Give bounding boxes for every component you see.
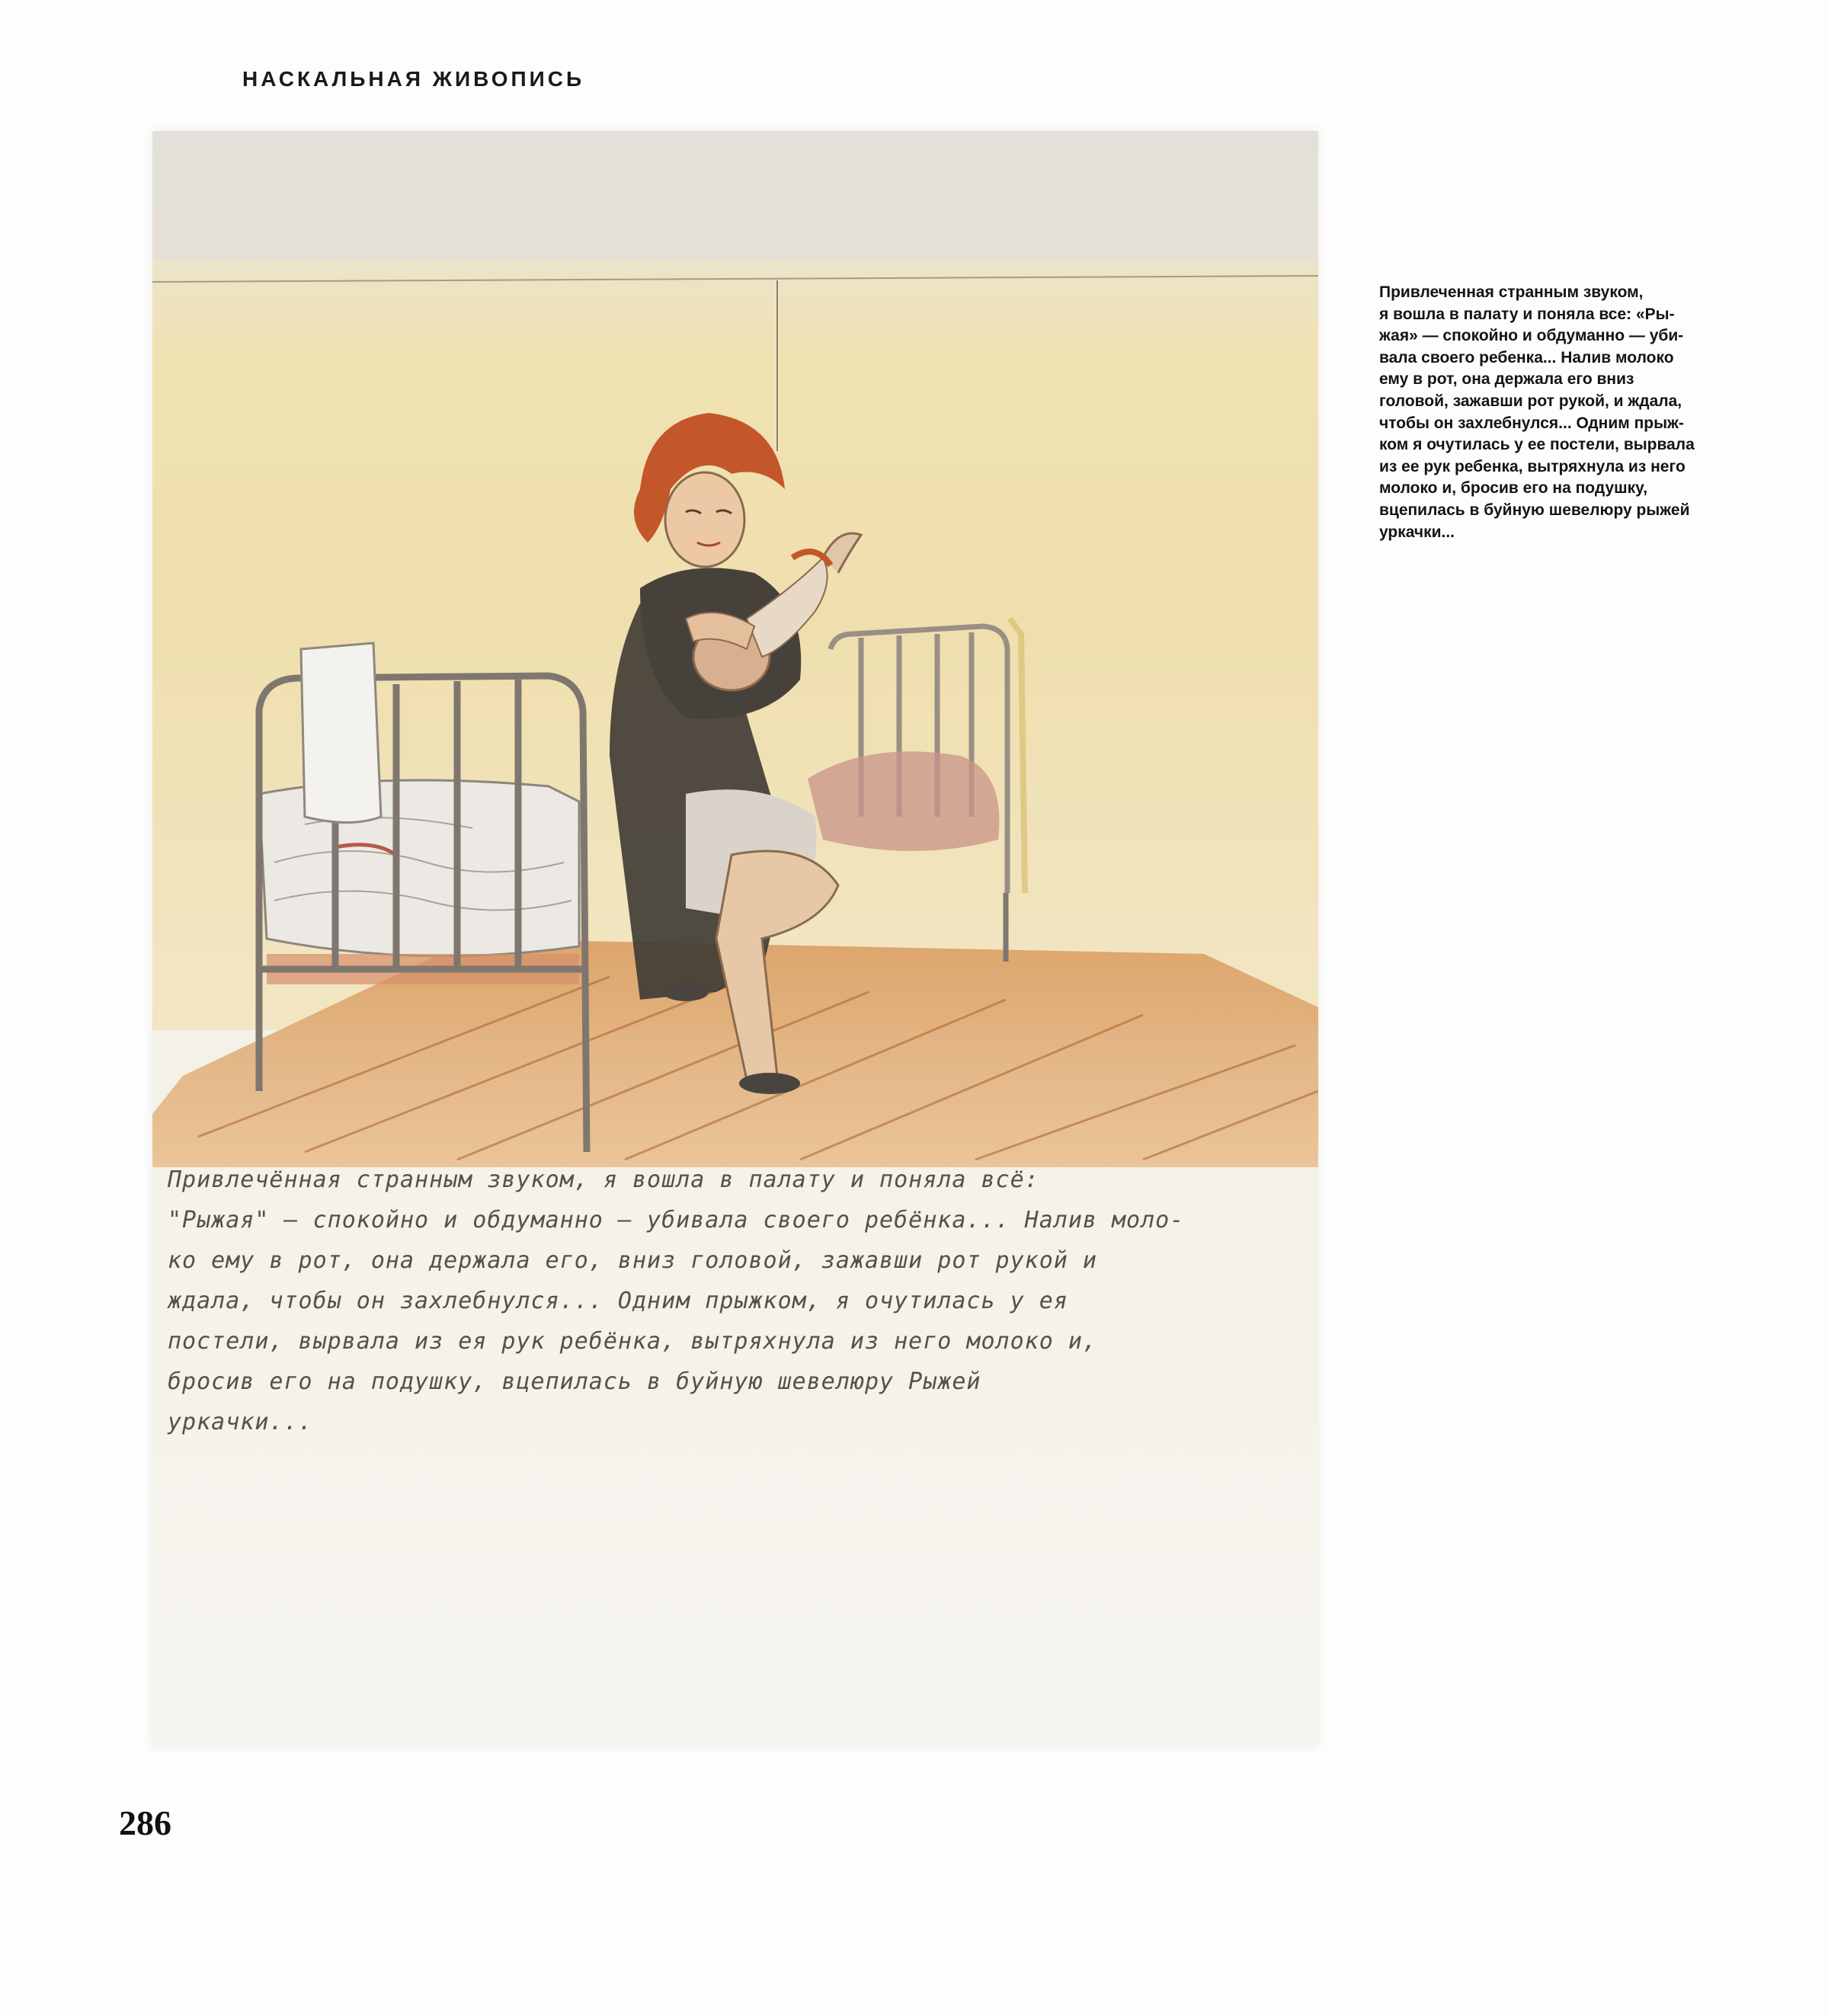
illustration-plate (152, 131, 1318, 1746)
woman-face (665, 472, 744, 567)
handwritten-inscription: Привлечённая странным звуком, я вошла в палату и поняла всё: "Рыжая" — спокойно и обдуманно — убивала своего ребёнка... Налив моло- ко ему в рот, она держала его, вниз головой, зажавши рот рукой и ждала, чтобы он захлебнулся... Одним прыжком, я очутилась у ея постели, вырвала из ея рук ребёнка, вытряхнула из него молоко и, бросив его на подушку, вцепилась в буйную шевелюру Рыжей уркачки... (168, 1166, 1185, 1435)
ceiling (152, 131, 1318, 261)
towel (301, 643, 381, 823)
woman-shoe-2 (663, 983, 709, 1001)
running-head: НАСКАЛЬНАЯ ЖИВОПИСЬ (242, 67, 585, 91)
woman-shoe (739, 1073, 800, 1094)
pillow (808, 751, 999, 851)
page-number: 286 (119, 1803, 171, 1842)
illustration-drawing (152, 131, 1318, 1746)
caption-text: Привлеченная странным звуком, я вошла в палату и поняла все: «Ры- жая» — спокойно и обдуманно — уби- вала своего ребенка... Налив молоко ему в рот, она держала его вниз головой, зажавши рот рукой, и ждала, чтобы он захлебнулся... Одним прыж- ком я очутилась у ее постели, вырвала из ее рук ребенка, вытряхнула из него молоко и, бросив его на подушку, вцепилась в буйную шевелюру рыжей уркачки... (1379, 283, 1695, 541)
